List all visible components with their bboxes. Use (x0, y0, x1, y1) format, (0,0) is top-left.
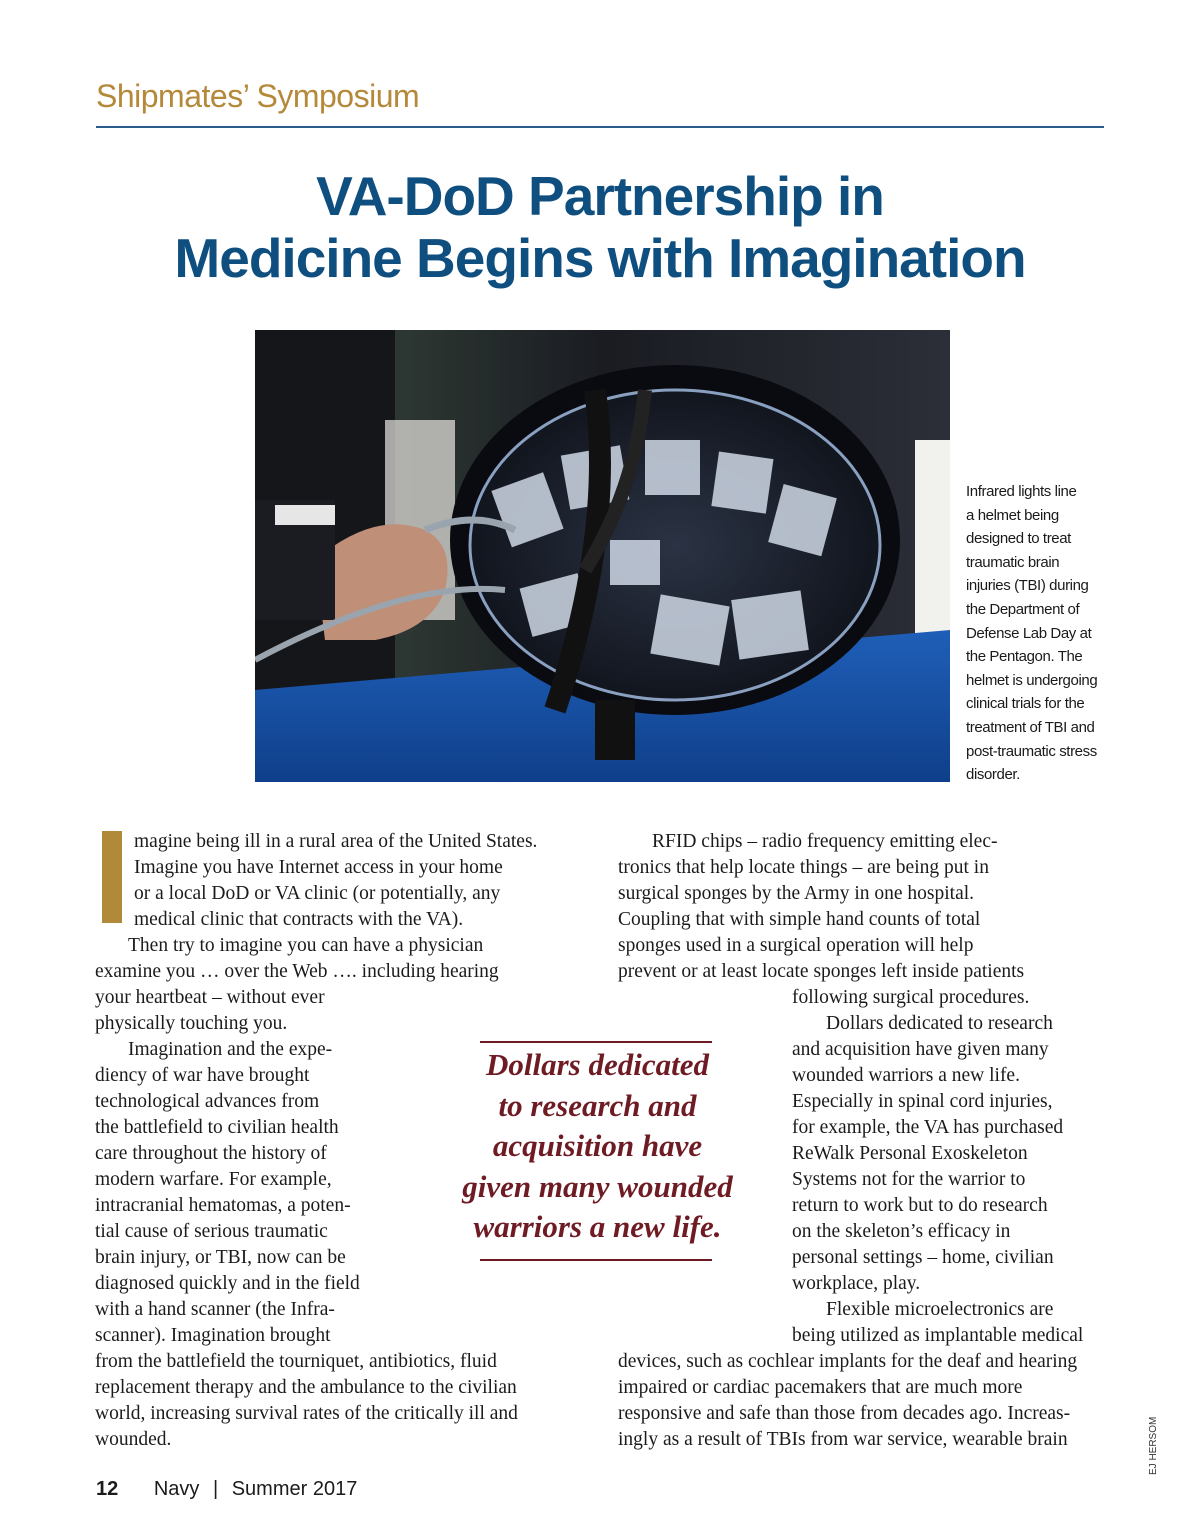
body-line: ingly as a result of TBIs from war service, wearable brain (618, 1429, 1068, 1450)
body-line: brain injury, or TBI, now can be (95, 1247, 346, 1268)
body-line: workplace, play. (792, 1273, 921, 1294)
page-footer (96, 1478, 357, 1501)
body-line: care throughout the history of (95, 1143, 327, 1164)
body-line: devices, such as cochlear implants for the deaf and hearing (618, 1351, 1078, 1372)
body-line: for example, the VA has purchased (792, 1117, 1064, 1138)
body-line: physically touching you. (95, 1013, 288, 1034)
caption-line: the Pentagon. The (966, 648, 1083, 666)
body-line: tial cause of serious traumatic (95, 1221, 328, 1242)
photo-credit-text: EJ HERSOM (1148, 1416, 1159, 1475)
body-line: Flexible microelectronics are (826, 1299, 1054, 1320)
section-title: Shipmates’ Symposium (96, 78, 420, 114)
helmet-photo (255, 330, 950, 782)
caption-line: injuries (TBI) during (966, 577, 1089, 595)
body-line: ReWalk Personal Exoskeleton (792, 1143, 1028, 1164)
caption-line: Infrared lights line (966, 483, 1077, 500)
caption-line: helmet is undergoing (966, 671, 1098, 689)
body-line: sponges used in a surgical operation will help (618, 935, 974, 956)
footer-separator: | (212, 1478, 219, 1500)
pullquote-line: acquisition have (492, 1128, 703, 1163)
body-line: intracranial hematomas, a poten- (95, 1195, 351, 1216)
body-line: wounded warriors a new life. (792, 1065, 1020, 1086)
pullquote (440, 1045, 755, 1248)
pullquote-rule-top (480, 1041, 712, 1043)
caption-line: disorder. (966, 766, 1020, 784)
drop-cap-i (102, 831, 122, 923)
body-line: surgical sponges by the Army in one hospital. (618, 883, 975, 904)
body-line: on the skeleton’s efficacy in (792, 1221, 1011, 1242)
body-line: diency of war have brought (95, 1065, 310, 1086)
body-line: personal settings – home, civilian (792, 1247, 1054, 1268)
photo-credit (1148, 1395, 1162, 1475)
body-line: scanner). Imagination brought (95, 1325, 331, 1346)
section-rule (96, 126, 1104, 128)
photo-caption (966, 480, 1106, 787)
caption-line: treatment of TBI and (966, 718, 1095, 736)
body-line: Especially in spinal cord injuries, (792, 1091, 1053, 1112)
body-line: Imagine you have Internet access in your home (134, 857, 503, 878)
issue-date: Summer 2017 (231, 1478, 358, 1500)
article-headline (96, 165, 1104, 289)
body-line: examine you … over the Web …. including hearing (95, 961, 499, 982)
body-line: Then try to imagine you can have a physician (128, 935, 484, 956)
body-line: being utilized as implantable medical (792, 1325, 1084, 1346)
body-line: wounded. (95, 1429, 172, 1450)
pullquote-line: Dollars dedicated (486, 1047, 709, 1082)
body-line: magine being ill in a rural area of the United States. (134, 831, 538, 852)
body-line: Imagination and the expe- (128, 1039, 333, 1060)
body-line: following surgical procedures. (792, 987, 1030, 1008)
body-line: world, increasing survival rates of the critically ill and (95, 1403, 518, 1424)
body-line: from the battlefield the tourniquet, antibiotics, fluid (95, 1351, 497, 1372)
headline-line-2: Medicine Begins with Imagination (174, 227, 1026, 289)
caption-line: traumatic brain (966, 553, 1060, 571)
body-line: Dollars dedicated to research (826, 1013, 1053, 1034)
body-line: responsive and safe than those from decades ago. Increas- (618, 1403, 1071, 1424)
caption-line: Defense Lab Day at (966, 624, 1092, 642)
body-line: with a hand scanner (the Infra- (95, 1299, 335, 1320)
pullquote-line: warriors a new life. (473, 1209, 722, 1244)
caption-line: clinical trials for the (966, 695, 1085, 713)
body-line: and acquisition have given many (792, 1039, 1049, 1060)
caption-line: the Department of (966, 600, 1080, 618)
body-line: Coupling that with simple hand counts of total (618, 909, 981, 930)
body-line: technological advances from (95, 1091, 320, 1112)
body-line: modern warfare. For example, (95, 1169, 332, 1190)
body-line: the battlefield to civilian health (95, 1117, 339, 1138)
caption-line: designed to treat (966, 530, 1071, 548)
body-line: return to work but to do research (792, 1195, 1048, 1216)
pullquote-rule-bottom (480, 1259, 712, 1261)
pullquote-line: given many wounded (462, 1168, 733, 1204)
pullquote-line: to research and (498, 1087, 697, 1123)
body-line: tronics that help locate things – are being put in (618, 857, 989, 878)
body-line: RFID chips – radio frequency emitting elec- (652, 831, 998, 852)
body-line: impaired or cardiac pacemakers that are much more (618, 1377, 1023, 1398)
body-line: Systems not for the warrior to (792, 1169, 1026, 1190)
helmet-photo-illustration (255, 330, 950, 782)
body-line: replacement therapy and the ambulance to the civilian (95, 1377, 517, 1398)
body-line: or a local DoD or VA clinic (or potentially, any (134, 883, 501, 904)
page-number: 12 (96, 1478, 119, 1500)
body-line: prevent or at least locate sponges left inside patients (618, 961, 1025, 982)
body-line: diagnosed quickly and in the field (95, 1273, 360, 1294)
body-line: your heartbeat – without ever (95, 987, 325, 1008)
caption-line: a helmet being (966, 506, 1059, 524)
headline-line-1: VA-DoD Partnership in (316, 165, 884, 227)
magazine-name: Navy (153, 1478, 200, 1500)
body-line: medical clinic that contracts with the VA). (134, 909, 464, 930)
caption-line: post-traumatic stress (966, 742, 1097, 760)
